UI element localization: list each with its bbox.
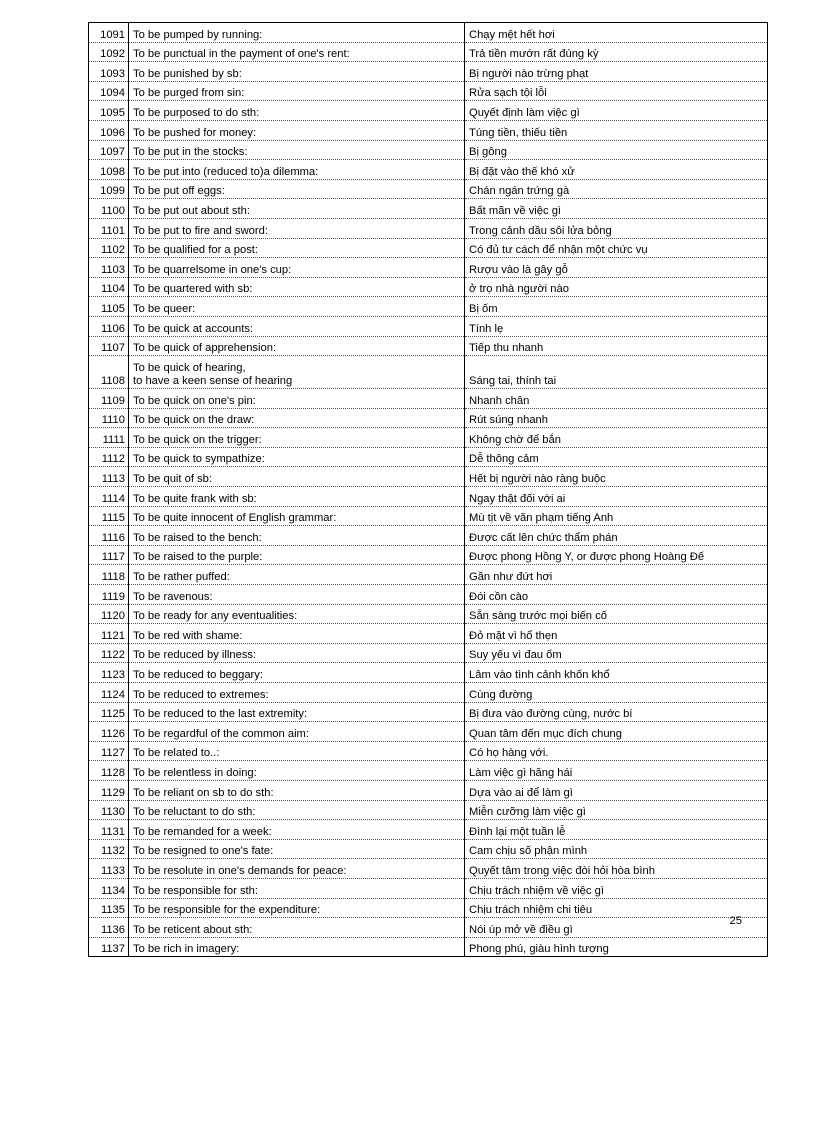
english-phrase: To be raised to the purple: — [129, 545, 465, 565]
table-row — [89, 336, 768, 356]
table-row — [89, 258, 768, 278]
table-row — [89, 467, 768, 487]
page-number: 25 — [729, 915, 742, 927]
vietnamese-translation: Tiếp thu nhanh — [465, 336, 768, 356]
english-phrase: To be put into (reduced to)a dilemma: — [129, 160, 465, 180]
entry-number: 1102 — [89, 238, 129, 258]
english-phrase: To be quick on one's pin: — [129, 389, 465, 409]
entry-number: 1129 — [89, 780, 129, 800]
vietnamese-translation: Bất mãn về việc gì — [465, 199, 768, 219]
vietnamese-translation: Dựa vào ai để làm gì — [465, 780, 768, 800]
vietnamese-translation: Chán ngán trứng gà — [465, 179, 768, 199]
english-phrase: To be responsible for the expenditure: — [129, 898, 465, 918]
table-row — [89, 277, 768, 297]
table-row — [89, 199, 768, 219]
table-row — [89, 761, 768, 781]
table-row — [89, 585, 768, 605]
english-phrase: To be red with shame: — [129, 624, 465, 644]
vietnamese-translation: Phong phú, giàu hình tượng — [465, 937, 768, 957]
vietnamese-translation: Làm việc gì hăng hái — [465, 761, 768, 781]
vietnamese-translation: Được phong Hồng Y, or được phong Hoàng Đế — [465, 545, 768, 565]
phrase-table — [88, 22, 768, 957]
english-phrase: To be rich in imagery: — [129, 937, 465, 957]
table-row — [89, 800, 768, 820]
vietnamese-translation: Đói cồn cào — [465, 585, 768, 605]
vietnamese-translation: ở trọ nhà người nào — [465, 277, 768, 297]
entry-number: 1096 — [89, 120, 129, 140]
entry-number: 1101 — [89, 218, 129, 238]
vietnamese-translation: Có họ hàng với. — [465, 741, 768, 761]
english-phrase: To be quite frank with sb: — [129, 487, 465, 507]
entry-number: 1135 — [89, 898, 129, 918]
entry-number: 1112 — [89, 447, 129, 467]
table-row — [89, 820, 768, 840]
entry-number: 1103 — [89, 258, 129, 278]
english-phrase: To be quick on the draw: — [129, 408, 465, 428]
vietnamese-translation: Nói úp mở về điều gì — [465, 918, 768, 938]
table-row — [89, 62, 768, 82]
phrase-table-body — [89, 23, 768, 957]
table-row — [89, 878, 768, 898]
vietnamese-translation: Trong cảnh dầu sôi lửa bỏng — [465, 218, 768, 238]
english-phrase: To be put out about sth: — [129, 199, 465, 219]
table-row — [89, 780, 768, 800]
table-row — [89, 545, 768, 565]
english-phrase: To be regardful of the common aim: — [129, 722, 465, 742]
entry-number: 1116 — [89, 526, 129, 546]
vietnamese-translation: Nhanh chân — [465, 389, 768, 409]
table-row — [89, 937, 768, 957]
english-phrase: To be put in the stocks: — [129, 140, 465, 160]
vietnamese-translation: Rút súng nhanh — [465, 408, 768, 428]
english-phrase: To be rather puffed: — [129, 565, 465, 585]
english-phrase: To be raised to the bench: — [129, 526, 465, 546]
table-row — [89, 447, 768, 467]
english-phrase: To be purposed to do sth: — [129, 101, 465, 121]
vietnamese-translation: Quyết định làm việc gì — [465, 101, 768, 121]
english-phrase: To be reduced to the last extremity: — [129, 702, 465, 722]
vietnamese-translation: Tính lẹ — [465, 316, 768, 336]
table-row — [89, 839, 768, 859]
table-row — [89, 526, 768, 546]
table-row — [89, 624, 768, 644]
vietnamese-translation: Bị đặt vào thế khó xử — [465, 160, 768, 180]
entry-number: 1119 — [89, 585, 129, 605]
vietnamese-translation: Quan tâm đến mục đích chung — [465, 722, 768, 742]
table-row — [89, 898, 768, 918]
entry-number: 1127 — [89, 741, 129, 761]
vietnamese-translation: Đình lại một tuần lễ — [465, 820, 768, 840]
english-phrase: To be purged from sin: — [129, 81, 465, 101]
english-phrase: To be queer: — [129, 297, 465, 317]
table-row — [89, 408, 768, 428]
vietnamese-translation: Cam chịu số phận mình — [465, 839, 768, 859]
english-phrase: To be quarrelsome in one's cup: — [129, 258, 465, 278]
entry-number: 1098 — [89, 160, 129, 180]
english-phrase: To be quite innocent of English grammar: — [129, 506, 465, 526]
entry-number: 1109 — [89, 389, 129, 409]
table-row — [89, 604, 768, 624]
english-phrase: To be pumped by running: — [129, 23, 465, 43]
vietnamese-translation: Bị gông — [465, 140, 768, 160]
english-phrase: To be reticent about sth: — [129, 918, 465, 938]
entry-number: 1114 — [89, 487, 129, 507]
english-phrase: To be punctual in the payment of one's rent: — [129, 42, 465, 62]
entry-number: 1121 — [89, 624, 129, 644]
english-phrase: To be resolute in one's demands for peace: — [129, 859, 465, 879]
table-row — [89, 683, 768, 703]
table-row — [89, 663, 768, 683]
entry-number: 1117 — [89, 545, 129, 565]
vietnamese-translation: Bị đưa vào đường cùng, nước bí — [465, 702, 768, 722]
vietnamese-translation: Ngay thật đối với ai — [465, 487, 768, 507]
table-row — [89, 356, 768, 389]
english-phrase: To be reduced to extremes: — [129, 683, 465, 703]
vietnamese-translation: Trả tiền mướn rất đúng kỳ — [465, 42, 768, 62]
entry-number: 1128 — [89, 761, 129, 781]
vietnamese-translation: Bị ốm — [465, 297, 768, 317]
entry-number: 1123 — [89, 663, 129, 683]
vietnamese-translation: Rửa sạch tội lỗi — [465, 81, 768, 101]
table-row — [89, 389, 768, 409]
english-phrase: To be reduced to beggary: — [129, 663, 465, 683]
entry-number: 1111 — [89, 428, 129, 448]
english-phrase: To be ready for any eventualities: — [129, 604, 465, 624]
english-phrase: To be responsible for sth: — [129, 878, 465, 898]
vietnamese-translation: Chạy mệt hết hơi — [465, 23, 768, 43]
entry-number: 1131 — [89, 820, 129, 840]
entry-number: 1134 — [89, 878, 129, 898]
table-row — [89, 42, 768, 62]
vietnamese-translation: Túng tiền, thiếu tiền — [465, 120, 768, 140]
table-row — [89, 23, 768, 43]
table-row — [89, 702, 768, 722]
entry-number: 1136 — [89, 918, 129, 938]
english-phrase: To be reliant on sb to do sth: — [129, 780, 465, 800]
table-row — [89, 506, 768, 526]
entry-number: 1118 — [89, 565, 129, 585]
table-row — [89, 565, 768, 585]
vietnamese-translation: Bị người nào trừng phạt — [465, 62, 768, 82]
entry-number: 1100 — [89, 199, 129, 219]
english-phrase: To be qualified for a post: — [129, 238, 465, 258]
vietnamese-translation: Cùng đường — [465, 683, 768, 703]
english-phrase: To be put off eggs: — [129, 179, 465, 199]
entry-number: 1097 — [89, 140, 129, 160]
table-row — [89, 140, 768, 160]
vietnamese-translation: Sẵn sàng trước mọi biến cố — [465, 604, 768, 624]
table-row — [89, 316, 768, 336]
vietnamese-translation: Quyết tâm trong việc đòi hỏi hòa bình — [465, 859, 768, 879]
entry-number: 1126 — [89, 722, 129, 742]
entry-number: 1115 — [89, 506, 129, 526]
english-phrase: To be remanded for a week: — [129, 820, 465, 840]
table-row — [89, 160, 768, 180]
entry-number: 1137 — [89, 937, 129, 957]
entry-number: 1132 — [89, 839, 129, 859]
table-row — [89, 120, 768, 140]
table-row — [89, 859, 768, 879]
vietnamese-translation: Được cất lên chức thẩm phán — [465, 526, 768, 546]
english-phrase: To be resigned to one's fate: — [129, 839, 465, 859]
entry-number: 1110 — [89, 408, 129, 428]
table-row — [89, 428, 768, 448]
table-row — [89, 487, 768, 507]
entry-number: 1093 — [89, 62, 129, 82]
vietnamese-translation: Rượu vào là gây gỗ — [465, 258, 768, 278]
entry-number: 1106 — [89, 316, 129, 336]
entry-number: 1094 — [89, 81, 129, 101]
table-row — [89, 101, 768, 121]
english-phrase: To be ravenous: — [129, 585, 465, 605]
table-row — [89, 81, 768, 101]
vietnamese-translation: Chịu trách nhiệm về việc gì — [465, 878, 768, 898]
table-row — [89, 179, 768, 199]
vietnamese-translation: Suy yếu vì đau ốm — [465, 643, 768, 663]
entry-number: 1108 — [89, 356, 129, 389]
entry-number: 1133 — [89, 859, 129, 879]
vietnamese-translation: Gần như đứt hơi — [465, 565, 768, 585]
english-phrase: To be quick to sympathize: — [129, 447, 465, 467]
entry-number: 1125 — [89, 702, 129, 722]
english-phrase: To be reduced by illness: — [129, 643, 465, 663]
table-row — [89, 297, 768, 317]
vietnamese-translation: Không chờ để bắn — [465, 428, 768, 448]
english-phrase: To be quit of sb: — [129, 467, 465, 487]
english-phrase: To be relentless in doing: — [129, 761, 465, 781]
vietnamese-translation: Hết bị người nào ràng buộc — [465, 467, 768, 487]
english-phrase: To be quick of hearing, to have a keen sense of hearing — [129, 356, 465, 389]
english-phrase: To be reluctant to do sth: — [129, 800, 465, 820]
vietnamese-translation: Miễn cưỡng làm việc gì — [465, 800, 768, 820]
entry-number: 1124 — [89, 683, 129, 703]
vietnamese-translation: Đỏ mặt vì hổ thẹn — [465, 624, 768, 644]
vietnamese-translation: Chịu trách nhiệm chi tiêu — [465, 898, 768, 918]
vietnamese-translation: Sáng tai, thính tai — [465, 356, 768, 389]
vietnamese-translation: Lâm vào tình cảnh khốn khổ — [465, 663, 768, 683]
english-phrase: To be quick at accounts: — [129, 316, 465, 336]
entry-number: 1130 — [89, 800, 129, 820]
table-row — [89, 643, 768, 663]
table-row — [89, 238, 768, 258]
vietnamese-translation: Có đủ tư cách để nhận một chức vụ — [465, 238, 768, 258]
entry-number: 1122 — [89, 643, 129, 663]
entry-number: 1120 — [89, 604, 129, 624]
table-row — [89, 918, 768, 938]
entry-number: 1091 — [89, 23, 129, 43]
entry-number: 1113 — [89, 467, 129, 487]
table-row — [89, 741, 768, 761]
entry-number: 1092 — [89, 42, 129, 62]
english-phrase: To be quartered with sb: — [129, 277, 465, 297]
english-phrase: To be quick of apprehension: — [129, 336, 465, 356]
entry-number: 1099 — [89, 179, 129, 199]
vietnamese-translation: Mù tịt về văn phạm tiếng Anh — [465, 506, 768, 526]
vietnamese-translation: Dễ thông cảm — [465, 447, 768, 467]
english-phrase: To be quick on the trigger: — [129, 428, 465, 448]
english-phrase: To be related to..: — [129, 741, 465, 761]
entry-number: 1107 — [89, 336, 129, 356]
english-phrase: To be pushed for money: — [129, 120, 465, 140]
table-row — [89, 218, 768, 238]
entry-number: 1105 — [89, 297, 129, 317]
entry-number: 1095 — [89, 101, 129, 121]
entry-number: 1104 — [89, 277, 129, 297]
table-row — [89, 722, 768, 742]
english-phrase: To be punished by sb: — [129, 62, 465, 82]
english-phrase: To be put to fire and sword: — [129, 218, 465, 238]
